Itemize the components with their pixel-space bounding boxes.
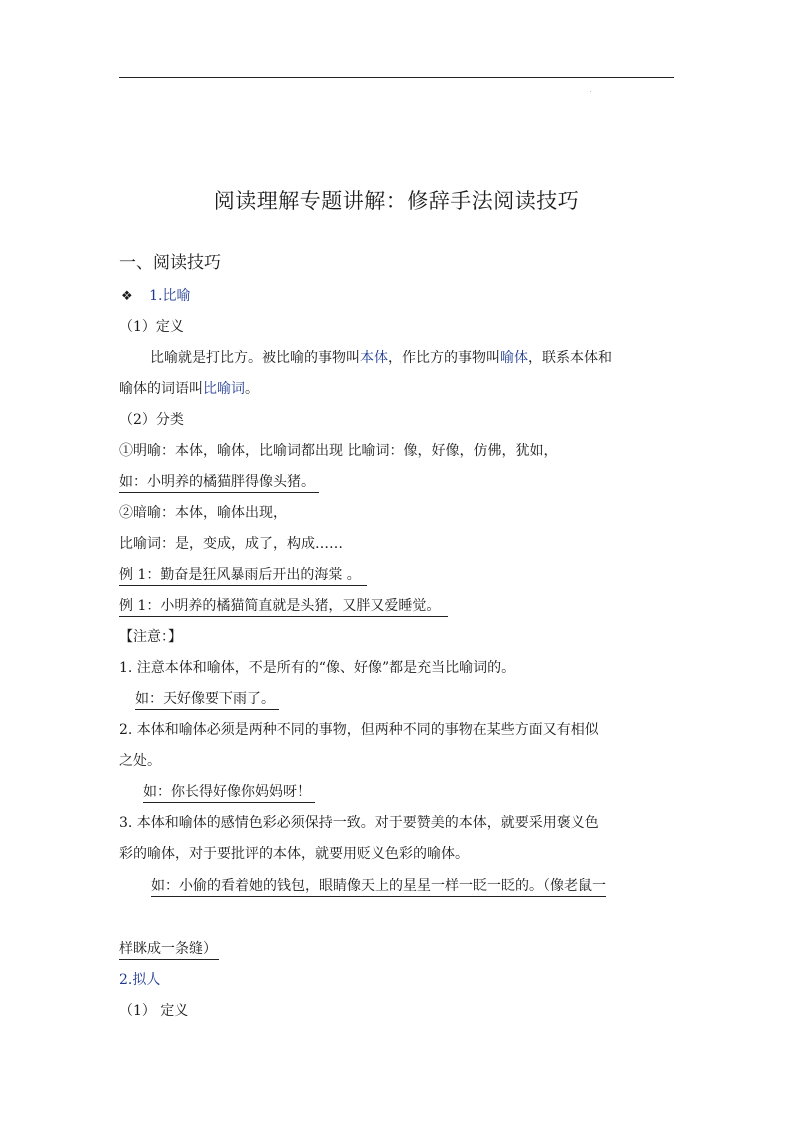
- personification-def-label: （1） 定义: [119, 1003, 189, 1019]
- note-3-line1: 3. 本体和喻体的感情色彩必须保持一致。对于要赞美的本体，就要采用褒义色: [119, 815, 599, 831]
- example-text: 如：天好像要下雨了。: [135, 690, 279, 710]
- notes-label: 【注意：】: [119, 629, 182, 645]
- text-run: ，联系本体和: [528, 350, 612, 366]
- simile-def-label: （1）定义: [119, 319, 184, 335]
- note-3-example-line1: [151, 877, 606, 897]
- example-text: 例 1：小明养的橘猫简直就是头猪，又胖又爱睡觉。: [119, 597, 448, 617]
- explicit-simile-example: [119, 473, 319, 493]
- text-run: ，作比方的事物叫: [388, 350, 500, 366]
- example-text: 样眯成一条缝）: [119, 940, 219, 960]
- personification-heading: 2.拟人: [119, 972, 161, 988]
- simile-heading: 1.比喻: [149, 288, 191, 304]
- explicit-simile-line: ①明喻：本体，喻体，比喻词都出现 比喻词：像，好像，仿佛，犹如，: [119, 443, 558, 459]
- simile-def-line1: [150, 349, 612, 367]
- simile-class-label: （2）分类: [119, 412, 184, 428]
- simile-def-line2: [119, 380, 259, 398]
- note-2-line2: 之处。: [119, 753, 161, 769]
- metaphor-words: 比喻词：是，变成，成了，构成……: [119, 536, 343, 552]
- term-tenor: 本体: [360, 350, 388, 366]
- note-3-example-line2: [119, 940, 219, 960]
- section-heading-reading-skills: 一、阅读技巧: [119, 253, 221, 273]
- note-2-line1: 2. 本体和喻体必须是两种不同的事物，但两种不同的事物在某些方面又有相似: [119, 722, 599, 738]
- note-1-example: [135, 690, 279, 710]
- note-1: 1. 注意本体和喻体，不是所有的“像、好像”都是充当比喻词的。: [119, 660, 516, 676]
- term-vehicle: 喻体: [500, 350, 528, 366]
- note-2-example: [143, 783, 315, 803]
- page-title: 阅读理解专题讲解：修辞手法阅读技巧: [213, 189, 580, 213]
- text-run: 。: [245, 381, 259, 397]
- scan-dot: [590, 91, 591, 92]
- metaphor-example-2: [119, 597, 448, 617]
- diamond-bullet-icon: ❖: [121, 289, 133, 304]
- term-simile-word: 比喻词: [203, 381, 245, 397]
- text-run: 比喻就是打比方。被比喻的事物叫: [150, 350, 360, 366]
- text-run: 喻体的词语叫: [119, 381, 203, 397]
- example-text: 例 1：勤奋是狂风暴雨后开出的海棠 。: [119, 566, 367, 586]
- example-text: 如：小明养的橘猫胖得像头猪。: [119, 473, 319, 493]
- note-3-line2: 彩的喻体，对于要批评的本体，就要用贬义色彩的喻体。: [119, 846, 469, 862]
- example-text: 如：小偷的看着她的钱包，眼睛像天上的星星一样一眨一眨的。（像老鼠一: [151, 877, 606, 897]
- header-rule: [119, 77, 674, 78]
- simile-heading-row: [121, 287, 190, 306]
- metaphor-line: ②暗喻：本体，喻体出现，: [119, 505, 287, 521]
- metaphor-example-1: [119, 566, 367, 586]
- example-text: 如：你长得好像你妈妈呀！: [143, 783, 315, 803]
